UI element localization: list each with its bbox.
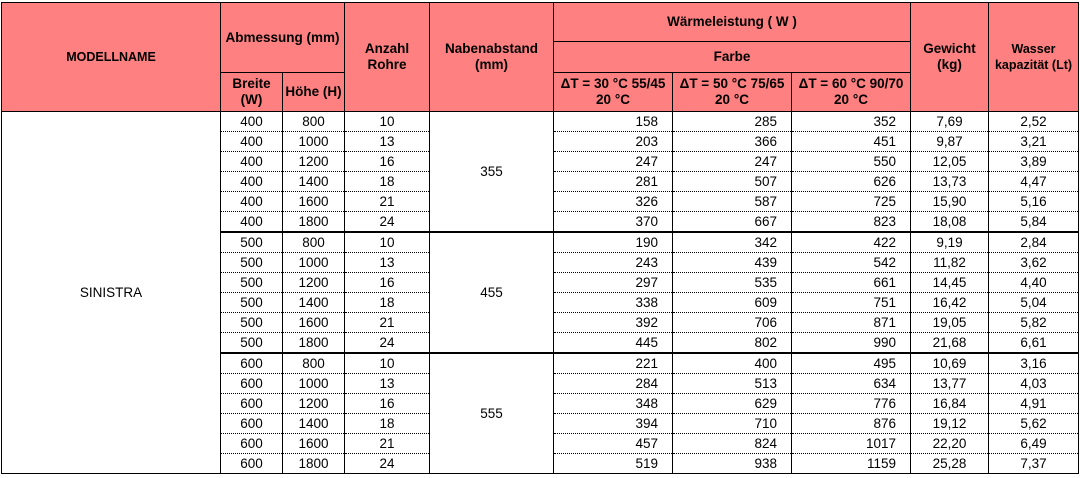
breite-cell: 600 bbox=[221, 394, 283, 414]
gewicht-cell: 18,08 bbox=[911, 212, 989, 233]
dt50-cell: 609 bbox=[673, 293, 792, 313]
rohre-cell: 10 bbox=[345, 353, 430, 374]
hoehe-cell: 1600 bbox=[283, 192, 345, 212]
header-farbe: Farbe bbox=[554, 42, 911, 73]
breite-cell: 400 bbox=[221, 212, 283, 233]
breite-cell: 500 bbox=[221, 232, 283, 253]
wasser-cell: 5,84 bbox=[989, 212, 1079, 233]
wasser-cell: 6,61 bbox=[989, 333, 1079, 354]
dt30-cell: 247 bbox=[554, 152, 673, 172]
dt60-cell: 776 bbox=[792, 394, 911, 414]
dt30-cell: 445 bbox=[554, 333, 673, 354]
breite-cell: 600 bbox=[221, 454, 283, 474]
dt50-cell: 342 bbox=[673, 232, 792, 253]
dt50-cell: 824 bbox=[673, 434, 792, 454]
header-waermeleistung: Wärmeleistung ( W ) bbox=[554, 3, 911, 42]
dt30-cell: 281 bbox=[554, 172, 673, 192]
hoehe-cell: 1200 bbox=[283, 152, 345, 172]
breite-cell: 400 bbox=[221, 132, 283, 152]
dt30-cell: 221 bbox=[554, 353, 673, 374]
gewicht-cell: 7,69 bbox=[911, 112, 989, 132]
dt50-cell: 247 bbox=[673, 152, 792, 172]
dt30-cell: 348 bbox=[554, 394, 673, 414]
spec-table bbox=[1, 2, 1079, 474]
wasser-cell: 4,91 bbox=[989, 394, 1079, 414]
dt50-cell: 285 bbox=[673, 112, 792, 132]
gewicht-cell: 11,82 bbox=[911, 253, 989, 273]
breite-cell: 500 bbox=[221, 253, 283, 273]
hoehe-cell: 1600 bbox=[283, 434, 345, 454]
dt50-cell: 629 bbox=[673, 394, 792, 414]
dt50-cell: 667 bbox=[673, 212, 792, 233]
dt60-cell: 871 bbox=[792, 313, 911, 333]
rohre-cell: 13 bbox=[345, 132, 430, 152]
dt30-cell: 457 bbox=[554, 434, 673, 454]
dt60-cell: 661 bbox=[792, 273, 911, 293]
breite-cell: 600 bbox=[221, 414, 283, 434]
dt50-cell: 706 bbox=[673, 313, 792, 333]
gewicht-cell: 9,19 bbox=[911, 232, 989, 253]
breite-cell: 400 bbox=[221, 152, 283, 172]
rohre-cell: 21 bbox=[345, 313, 430, 333]
wasser-cell: 2,84 bbox=[989, 232, 1079, 253]
gewicht-cell: 16,42 bbox=[911, 293, 989, 313]
breite-cell: 600 bbox=[221, 374, 283, 394]
dt30-cell: 297 bbox=[554, 273, 673, 293]
dt30-cell: 392 bbox=[554, 313, 673, 333]
breite-cell: 500 bbox=[221, 333, 283, 354]
rohre-cell: 16 bbox=[345, 152, 430, 172]
dt60-cell: 1159 bbox=[792, 454, 911, 474]
breite-cell: 500 bbox=[221, 313, 283, 333]
header-nabenabstand: Nabenabstand (mm) bbox=[430, 3, 554, 112]
wasser-cell: 5,04 bbox=[989, 293, 1079, 313]
dt60-cell: 876 bbox=[792, 414, 911, 434]
wasser-cell: 5,16 bbox=[989, 192, 1079, 212]
header-gewicht: Gewicht (kg) bbox=[911, 3, 989, 112]
wasser-cell: 3,16 bbox=[989, 353, 1079, 374]
header-dt30: ΔT = 30 °C 55/45 20 °C bbox=[554, 73, 673, 112]
hoehe-cell: 1200 bbox=[283, 394, 345, 414]
gewicht-cell: 12,05 bbox=[911, 152, 989, 172]
gewicht-cell: 16,84 bbox=[911, 394, 989, 414]
rohre-cell: 16 bbox=[345, 394, 430, 414]
dt60-cell: 823 bbox=[792, 212, 911, 233]
nabenabstand-cell: 455 bbox=[430, 232, 554, 353]
dt60-cell: 634 bbox=[792, 374, 911, 394]
rohre-cell: 13 bbox=[345, 374, 430, 394]
dt60-cell: 352 bbox=[792, 112, 911, 132]
hoehe-cell: 1000 bbox=[283, 374, 345, 394]
wasser-cell: 3,62 bbox=[989, 253, 1079, 273]
hoehe-cell: 800 bbox=[283, 353, 345, 374]
dt30-cell: 338 bbox=[554, 293, 673, 313]
header-breite: Breite (W) bbox=[221, 73, 283, 112]
rohre-cell: 18 bbox=[345, 414, 430, 434]
dt60-cell: 751 bbox=[792, 293, 911, 313]
gewicht-cell: 19,12 bbox=[911, 414, 989, 434]
dt50-cell: 710 bbox=[673, 414, 792, 434]
hoehe-cell: 1400 bbox=[283, 414, 345, 434]
dt60-cell: 725 bbox=[792, 192, 911, 212]
breite-cell: 500 bbox=[221, 293, 283, 313]
rohre-cell: 18 bbox=[345, 172, 430, 192]
hoehe-cell: 800 bbox=[283, 112, 345, 132]
dt50-cell: 938 bbox=[673, 454, 792, 474]
rohre-cell: 21 bbox=[345, 434, 430, 454]
dt60-cell: 1017 bbox=[792, 434, 911, 454]
header-anzahl-rohre: Anzahl Rohre bbox=[345, 3, 430, 112]
wasser-cell: 4,03 bbox=[989, 374, 1079, 394]
rohre-cell: 10 bbox=[345, 232, 430, 253]
rohre-cell: 18 bbox=[345, 293, 430, 313]
rohre-cell: 24 bbox=[345, 454, 430, 474]
nabenabstand-cell: 355 bbox=[430, 112, 554, 233]
model-name-cell: SINISTRA bbox=[2, 112, 221, 474]
dt50-cell: 439 bbox=[673, 253, 792, 273]
gewicht-cell: 21,68 bbox=[911, 333, 989, 354]
dt30-cell: 190 bbox=[554, 232, 673, 253]
table-row bbox=[2, 112, 1079, 132]
dt30-cell: 203 bbox=[554, 132, 673, 152]
header-hoehe: Höhe (H) bbox=[283, 73, 345, 112]
dt60-cell: 626 bbox=[792, 172, 911, 192]
hoehe-cell: 1400 bbox=[283, 172, 345, 192]
dt60-cell: 542 bbox=[792, 253, 911, 273]
table-body bbox=[2, 112, 1079, 474]
dt60-cell: 990 bbox=[792, 333, 911, 354]
wasser-cell: 6,49 bbox=[989, 434, 1079, 454]
gewicht-cell: 14,45 bbox=[911, 273, 989, 293]
header-dt50: ΔT = 50 °C 75/65 20 °C bbox=[673, 73, 792, 112]
hoehe-cell: 1400 bbox=[283, 293, 345, 313]
wasser-cell: 3,89 bbox=[989, 152, 1079, 172]
dt30-cell: 394 bbox=[554, 414, 673, 434]
gewicht-cell: 15,90 bbox=[911, 192, 989, 212]
hoehe-cell: 1600 bbox=[283, 313, 345, 333]
gewicht-cell: 19,05 bbox=[911, 313, 989, 333]
header-abmessung: Abmessung (mm) bbox=[221, 3, 345, 73]
gewicht-cell: 10,69 bbox=[911, 353, 989, 374]
breite-cell: 600 bbox=[221, 353, 283, 374]
dt30-cell: 370 bbox=[554, 212, 673, 233]
dt30-cell: 326 bbox=[554, 192, 673, 212]
wasser-cell: 4,40 bbox=[989, 273, 1079, 293]
dt50-cell: 513 bbox=[673, 374, 792, 394]
rohre-cell: 24 bbox=[345, 333, 430, 354]
dt50-cell: 535 bbox=[673, 273, 792, 293]
header-dt60: ΔT = 60 °C 90/70 20 °C bbox=[792, 73, 911, 112]
nabenabstand-cell: 555 bbox=[430, 353, 554, 474]
dt30-cell: 158 bbox=[554, 112, 673, 132]
hoehe-cell: 1800 bbox=[283, 333, 345, 354]
rohre-cell: 21 bbox=[345, 192, 430, 212]
breite-cell: 600 bbox=[221, 434, 283, 454]
gewicht-cell: 13,77 bbox=[911, 374, 989, 394]
wasser-cell: 4,47 bbox=[989, 172, 1079, 192]
wasser-cell: 5,82 bbox=[989, 313, 1079, 333]
hoehe-cell: 800 bbox=[283, 232, 345, 253]
header-wasser-kapazitaet: Wasser kapazität (Lt) bbox=[989, 3, 1079, 112]
header-modellname: MODELLNAME bbox=[2, 3, 221, 112]
dt60-cell: 495 bbox=[792, 353, 911, 374]
rohre-cell: 13 bbox=[345, 253, 430, 273]
gewicht-cell: 13,73 bbox=[911, 172, 989, 192]
wasser-cell: 2,52 bbox=[989, 112, 1079, 132]
dt60-cell: 422 bbox=[792, 232, 911, 253]
breite-cell: 400 bbox=[221, 112, 283, 132]
hoehe-cell: 1200 bbox=[283, 273, 345, 293]
rohre-cell: 16 bbox=[345, 273, 430, 293]
gewicht-cell: 25,28 bbox=[911, 454, 989, 474]
wasser-cell: 7,37 bbox=[989, 454, 1079, 474]
dt50-cell: 400 bbox=[673, 353, 792, 374]
gewicht-cell: 9,87 bbox=[911, 132, 989, 152]
dt50-cell: 802 bbox=[673, 333, 792, 354]
breite-cell: 400 bbox=[221, 192, 283, 212]
dt60-cell: 451 bbox=[792, 132, 911, 152]
dt60-cell: 550 bbox=[792, 152, 911, 172]
dt50-cell: 366 bbox=[673, 132, 792, 152]
wasser-cell: 5,62 bbox=[989, 414, 1079, 434]
dt30-cell: 284 bbox=[554, 374, 673, 394]
hoehe-cell: 1000 bbox=[283, 132, 345, 152]
wasser-cell: 3,21 bbox=[989, 132, 1079, 152]
dt50-cell: 587 bbox=[673, 192, 792, 212]
hoehe-cell: 1800 bbox=[283, 454, 345, 474]
dt30-cell: 243 bbox=[554, 253, 673, 273]
dt50-cell: 507 bbox=[673, 172, 792, 192]
breite-cell: 500 bbox=[221, 273, 283, 293]
hoehe-cell: 1000 bbox=[283, 253, 345, 273]
dt30-cell: 519 bbox=[554, 454, 673, 474]
hoehe-cell: 1800 bbox=[283, 212, 345, 233]
rohre-cell: 24 bbox=[345, 212, 430, 233]
breite-cell: 400 bbox=[221, 172, 283, 192]
gewicht-cell: 22,20 bbox=[911, 434, 989, 454]
rohre-cell: 10 bbox=[345, 112, 430, 132]
